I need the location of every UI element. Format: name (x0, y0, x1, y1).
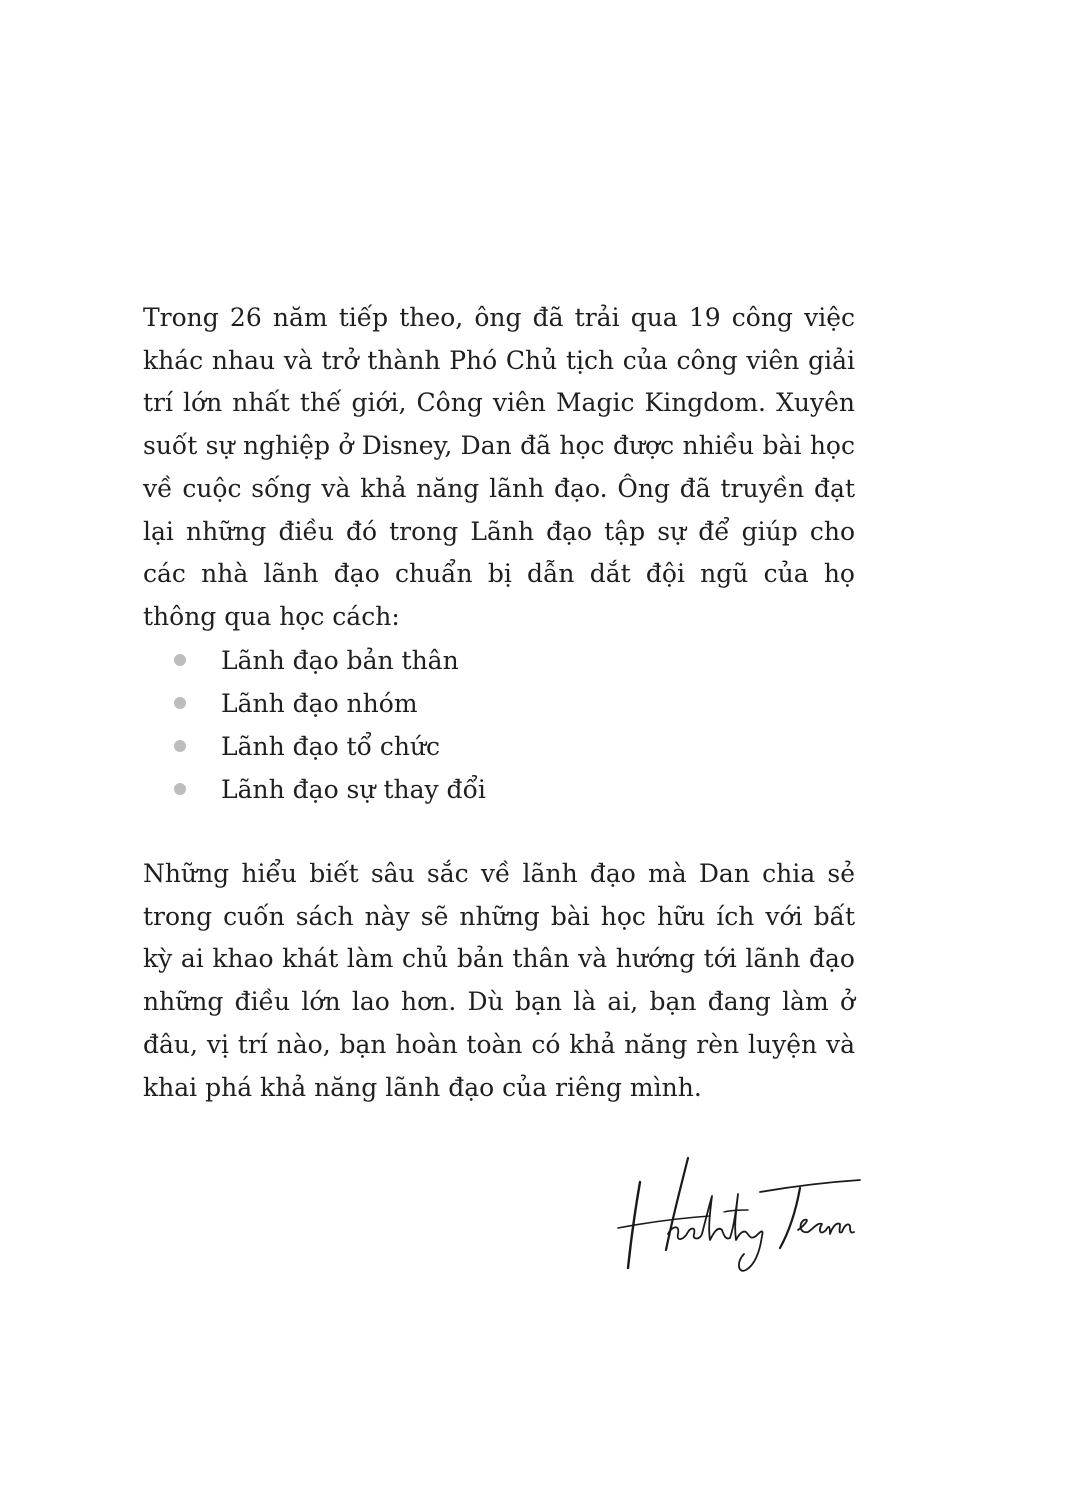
list-item-text: Lãnh đạo bản thân (221, 646, 459, 675)
handwritten-signature (610, 1150, 870, 1280)
bullet-dot-icon (174, 697, 186, 709)
intro-paragraph: Trong 26 năm tiếp theo, ông đã trải qua 19 công việc khác nhau và trở thành Phó Chủ tịch của công viên giải trí lớn nhất thế giới, Công viên Magic Kingdom. Xuyên suốt sự nghiệp ở Disney, Dan đã học được nhiều bài học về cuộc sống và khả năng lãnh đạo. Ông đã truyền đạt lại những điều đó trong Lãnh đạo tập sự để giúp cho các nhà lãnh đạo chuẩn bị dẫn dắt đội ngũ của họ thông qua học cách: (143, 303, 855, 631)
bullet-list (143, 639, 486, 811)
list-item (143, 682, 486, 725)
list-item-text: Lãnh đạo sự thay đổi (221, 775, 486, 804)
list-item (143, 639, 486, 682)
closing-paragraph: Những hiểu biết sâu sắc về lãnh đạo mà Dan chia sẻ trong cuốn sách này sẽ những bài học hữu ích với bất kỳ ai khao khát làm chủ bản thân và hướng tới lãnh đạo những điều lớn lao hơn. Dù bạn là ai, bạn đang làm ở đâu, vị trí nào, bạn hoàn toàn có khả năng rèn luyện và khai phá khả năng lãnh đạo của riêng mình. (143, 859, 855, 1102)
list-item (143, 725, 486, 768)
bullet-dot-icon (174, 654, 186, 666)
list-item-text: Lãnh đạo tổ chức (221, 732, 441, 761)
bullet-dot-icon (174, 740, 186, 752)
bullet-dot-icon (174, 783, 186, 795)
list-item-text: Lãnh đạo nhóm (221, 689, 418, 718)
list-item (143, 768, 486, 811)
